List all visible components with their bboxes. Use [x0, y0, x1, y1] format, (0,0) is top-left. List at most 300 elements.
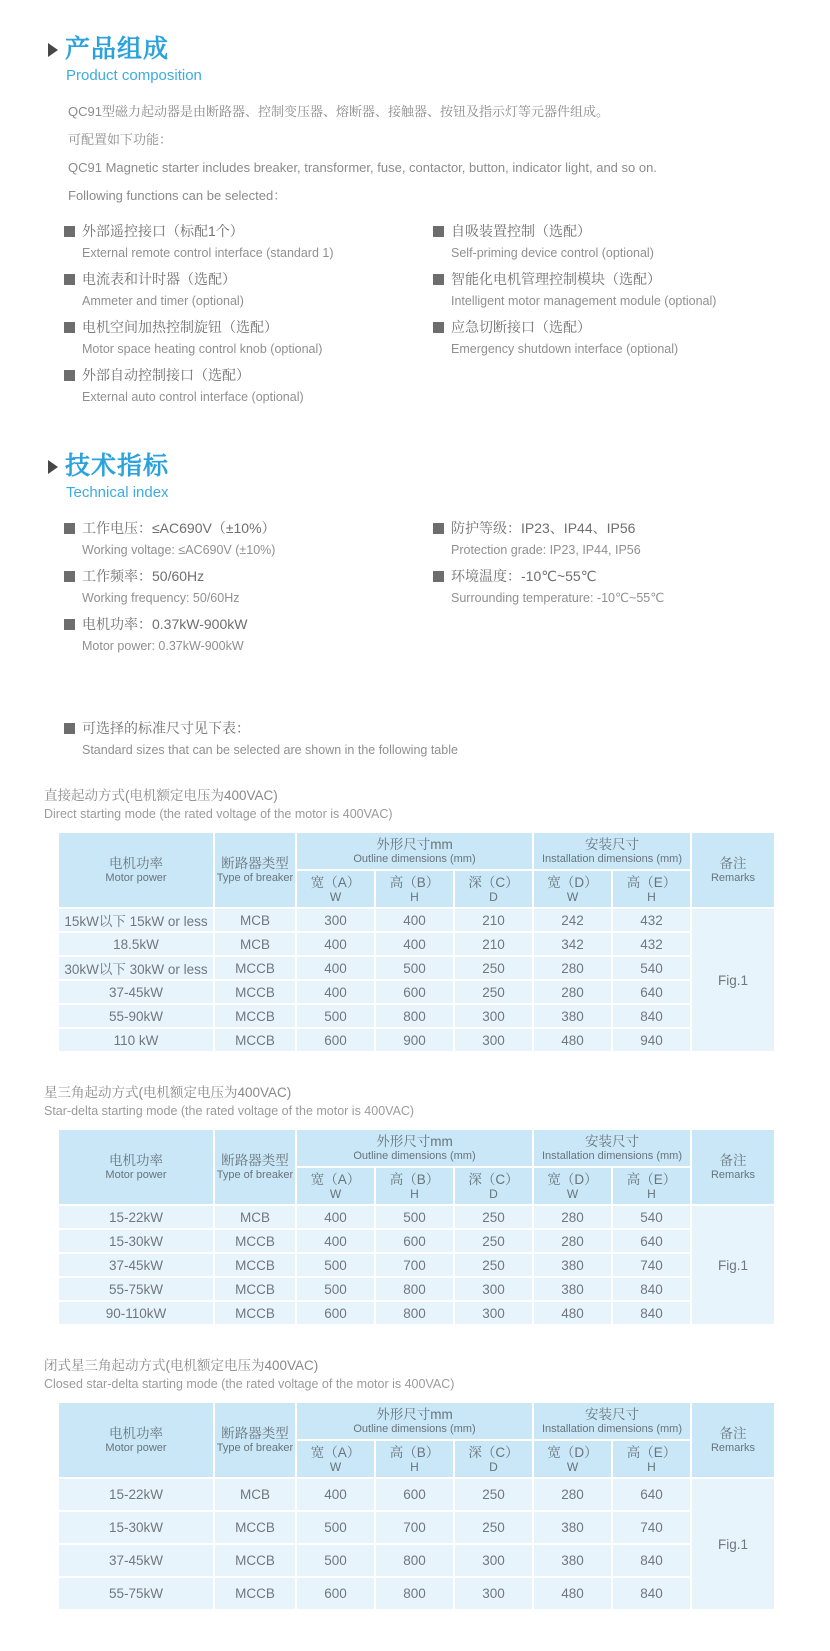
feature-columns	[64, 221, 802, 413]
table-cell: 480	[533, 1577, 612, 1610]
table-cell: 840	[612, 1577, 691, 1610]
feature-item-label-en: External auto control interface (optional)	[82, 390, 304, 404]
table-row	[58, 1028, 775, 1052]
feature-item-label-zh: 外部自动控制接口（选配）	[82, 367, 250, 383]
header-cell	[454, 870, 533, 908]
table-cell: 280	[533, 1478, 612, 1511]
feature-item-label-zh: 智能化电机管理控制模块（选配）	[451, 271, 661, 287]
header-cell	[454, 1167, 533, 1205]
header-label-en: Motor power	[105, 1169, 167, 1181]
table-cell: 640	[612, 1478, 691, 1511]
table-cell: 600	[296, 1577, 375, 1610]
table-cell: 500	[296, 1004, 375, 1028]
table-cell: 600	[296, 1028, 375, 1052]
header-cell	[533, 1167, 612, 1205]
header-label-zh: 宽（D）	[547, 1445, 598, 1460]
feature-item-label-zh: 外部遥控接口（标配1个）	[82, 223, 244, 239]
table-cell: 480	[533, 1028, 612, 1052]
table-cell: 37-45kW	[58, 980, 214, 1004]
header-label-en: Installation dimensions (mm)	[542, 1423, 682, 1435]
table-cell: 300	[296, 908, 375, 932]
header-label-en: Motor power	[105, 872, 167, 884]
header-label-en: W	[566, 1460, 579, 1474]
table-cell: 500	[296, 1511, 375, 1544]
header-cell	[214, 1129, 296, 1205]
table-cell: MCCB	[214, 956, 296, 980]
table-cell: 700	[375, 1253, 454, 1277]
square-bullet-icon	[64, 226, 75, 237]
feature-item-label-zh: 应急切断接口（选配）	[451, 319, 591, 335]
header-label-zh: 宽（D）	[547, 875, 598, 890]
table-cell: 37-45kW	[58, 1544, 214, 1577]
table-cell: 600	[296, 1301, 375, 1325]
header-cell	[58, 832, 214, 908]
table-cell: 300	[454, 1301, 533, 1325]
table-cell: MCCB	[214, 1544, 296, 1577]
table-row	[58, 1253, 775, 1277]
spec-item-label-zh: 工作电压：≤AC690V（±10%）	[82, 520, 276, 536]
table-cell: 600	[375, 980, 454, 1004]
header-label-en: Installation dimensions (mm)	[542, 1150, 682, 1162]
header-cell	[533, 1402, 691, 1440]
table-cell: 380	[533, 1277, 612, 1301]
feature-item-label-row	[64, 221, 433, 241]
table-row	[58, 1511, 775, 1544]
table-cell: 250	[454, 1478, 533, 1511]
spec-item-label-row	[64, 518, 433, 538]
table-row	[58, 980, 775, 1004]
table-row	[58, 932, 775, 956]
header-cell	[691, 832, 775, 908]
product-composition-section	[44, 34, 802, 413]
header-cell	[296, 1440, 375, 1478]
table-cell: 250	[454, 956, 533, 980]
header-cell	[214, 1402, 296, 1478]
header-cell	[691, 1402, 775, 1478]
header-cell	[296, 1129, 533, 1167]
feature-item	[433, 221, 802, 263]
header-cell	[296, 870, 375, 908]
table-cell: 700	[375, 1511, 454, 1544]
table-cell: MCCB	[214, 1028, 296, 1052]
table-cell: 540	[612, 956, 691, 980]
feature-item-label-en: Motor space heating control knob (optional)	[82, 342, 323, 356]
header-cell	[533, 870, 612, 908]
header-label-zh: 深（C）	[468, 1172, 519, 1187]
feature-item-label-en: Ammeter and timer (optional)	[82, 294, 244, 308]
header-label-zh: 电机功率	[109, 856, 163, 871]
table-cell: 600	[375, 1478, 454, 1511]
table-caption-zh: 闭式星三角起动方式(电机额定电压为400VAC)	[44, 1358, 319, 1373]
table-cell: 500	[296, 1253, 375, 1277]
table-cell: 380	[533, 1253, 612, 1277]
header-label-en: Remarks	[710, 1169, 755, 1181]
header-cell	[296, 1402, 533, 1440]
feature-item-label-row	[64, 269, 433, 289]
header-label-zh: 高（E）	[626, 1172, 677, 1187]
header-cell	[533, 832, 691, 870]
intro-paragraph-en: QC91 Magnetic starter includes breaker, transformer, fuse, contactor, button, indicator light, and so on.	[68, 160, 657, 175]
table-cell: MCCB	[214, 1577, 296, 1610]
triangle-bullet-icon	[48, 460, 58, 474]
table-caption-zh: 星三角起动方式(电机额定电压为400VAC)	[44, 1085, 292, 1100]
header-cell	[612, 1167, 691, 1205]
header-cell	[58, 1129, 214, 1205]
section-title-zh: 产品组成	[65, 35, 170, 63]
table-cell: 800	[375, 1277, 454, 1301]
table-row	[58, 1004, 775, 1028]
table-cell: MCCB	[214, 1229, 296, 1253]
intro-paragraph-zh: QC91型磁力起动器是由断路器、控制变压器、熔断器、接触器、按钮及指示灯等元器件组成。	[68, 104, 609, 119]
header-label-zh: 深（C）	[468, 875, 519, 890]
header-cell	[296, 832, 533, 870]
functions-note-en: Following functions can be selected：	[68, 188, 287, 203]
table-cell: MCCB	[214, 1277, 296, 1301]
table-caption-en: Direct starting mode (the rated voltage of the motor is 400VAC)	[44, 807, 393, 821]
table-row	[58, 1577, 775, 1610]
header-label-en: H	[647, 1187, 656, 1201]
header-cell	[375, 1440, 454, 1478]
table-row	[58, 1229, 775, 1253]
table-cell: 342	[533, 932, 612, 956]
header-label-zh: 外形尺寸mm	[376, 837, 453, 852]
table-cell: 280	[533, 1205, 612, 1229]
header-cell	[296, 1167, 375, 1205]
square-bullet-icon	[64, 370, 75, 381]
spec-item	[64, 614, 433, 656]
table-cell: 840	[612, 1277, 691, 1301]
header-cell	[533, 1129, 691, 1167]
table-cell: 800	[375, 1577, 454, 1610]
spec-item	[64, 518, 433, 560]
header-label-zh: 断路器类型	[221, 1153, 289, 1168]
table-cell: 210	[454, 932, 533, 956]
header-label-zh: 宽（D）	[547, 1172, 598, 1187]
table-cell: 600	[375, 1229, 454, 1253]
header-label-zh: 安装尺寸	[585, 837, 639, 852]
header-label-zh: 安装尺寸	[585, 1134, 639, 1149]
table-row	[58, 1478, 775, 1511]
closed-star-delta-table	[57, 1401, 776, 1611]
table-caption-en: Star-delta starting mode (the rated voltage of the motor is 400VAC)	[44, 1104, 415, 1118]
table-cell: 400	[296, 980, 375, 1004]
standard-sizes-note	[64, 718, 802, 760]
table-cell: 15-30kW	[58, 1229, 214, 1253]
table-cell: 400	[296, 956, 375, 980]
header-label-zh: 安装尺寸	[585, 1407, 639, 1422]
section-title-zh: 技术指标	[65, 452, 170, 480]
header-label-zh: 外形尺寸mm	[376, 1134, 453, 1149]
table-cell: 300	[454, 1277, 533, 1301]
table-cell: 55-75kW	[58, 1577, 214, 1610]
header-label-en: Type of breaker	[216, 1169, 294, 1181]
header-label-en: W	[566, 1187, 579, 1201]
header-cell	[375, 1167, 454, 1205]
header-label-zh: 断路器类型	[221, 856, 289, 871]
spec-item-label-zh: 环境温度：-10℃~55℃	[451, 568, 597, 584]
table-cell: 400	[375, 908, 454, 932]
table-caption-zh: 直接起动方式(电机额定电压为400VAC)	[44, 788, 278, 803]
triangle-bullet-icon	[48, 43, 58, 57]
header-label-en: D	[489, 1187, 498, 1201]
feature-item-label-row	[64, 365, 433, 385]
table-cell: 300	[454, 1028, 533, 1052]
header-label-zh: 宽（A）	[310, 1172, 361, 1187]
table-cell: MCB	[214, 1205, 296, 1229]
spec-item-label-en: Working voltage: ≤AC690V (±10%)	[82, 543, 276, 557]
header-label-en: D	[489, 890, 498, 904]
table-cell: 250	[454, 1205, 533, 1229]
table-cell: 250	[454, 980, 533, 1004]
table-cell: 250	[454, 1253, 533, 1277]
table-cell: MCB	[214, 1478, 296, 1511]
table-cell: 210	[454, 908, 533, 932]
feature-item-label-en: Self-priming device control (optional)	[451, 246, 654, 260]
square-bullet-icon	[433, 274, 444, 285]
table-cell: 280	[533, 1229, 612, 1253]
spec-item-label-en: Motor power: 0.37kW-900kW	[82, 639, 244, 653]
feature-item-label-zh: 电机空间加热控制旋钮（选配）	[82, 319, 278, 335]
remarks-cell: Fig.1	[691, 908, 775, 1052]
header-label-zh: 外形尺寸mm	[376, 1407, 453, 1422]
header-label-en: H	[410, 1460, 419, 1474]
header-label-zh: 高（E）	[626, 875, 677, 890]
table-cell: 840	[612, 1301, 691, 1325]
spec-column-right	[433, 518, 802, 662]
technical-index-section	[44, 451, 802, 662]
size-tables	[44, 786, 802, 1611]
header-label-zh: 备注	[719, 1153, 747, 1168]
table-cell: 800	[375, 1004, 454, 1028]
header-cell	[691, 1129, 775, 1205]
table-row	[58, 908, 775, 932]
table-cell: 540	[612, 1205, 691, 1229]
header-label-en: W	[329, 890, 342, 904]
spec-item-label-zh: 工作频率：50/60Hz	[82, 568, 205, 584]
table-cell: 432	[612, 908, 691, 932]
header-label-en: H	[410, 890, 419, 904]
table-cell: 400	[296, 1205, 375, 1229]
spec-item	[433, 518, 802, 560]
feature-item-label-en: Intelligent motor management module (optional)	[451, 294, 717, 308]
header-label-en: H	[647, 890, 656, 904]
table-cell: 242	[533, 908, 612, 932]
table-cell: 940	[612, 1028, 691, 1052]
table-caption	[44, 1083, 802, 1120]
table-row	[58, 1301, 775, 1325]
table-cell: 800	[375, 1301, 454, 1325]
table-cell: 640	[612, 980, 691, 1004]
table-row	[58, 956, 775, 980]
table-cell: 15-22kW	[58, 1205, 214, 1229]
spec-item-label-row	[433, 518, 802, 538]
table-caption	[44, 786, 802, 823]
header-label-en: W	[566, 890, 579, 904]
header-cell	[533, 1440, 612, 1478]
header-label-zh: 高（B）	[389, 875, 440, 890]
table-cell: 380	[533, 1544, 612, 1577]
remarks-cell: Fig.1	[691, 1205, 775, 1325]
header-label-zh: 高（B）	[389, 1172, 440, 1187]
table-cell: 740	[612, 1253, 691, 1277]
table-cell: 400	[296, 1229, 375, 1253]
table-cell: 400	[375, 932, 454, 956]
square-bullet-icon	[433, 571, 444, 582]
spec-columns	[64, 518, 802, 662]
feature-item-label-row	[433, 221, 802, 241]
spec-column-left	[64, 518, 433, 662]
spec-item-label-en: Surrounding temperature: -10℃~55℃	[451, 591, 665, 605]
header-label-zh: 深（C）	[468, 1445, 519, 1460]
spec-item-label-en: Working frequency: 50/60Hz	[82, 591, 240, 605]
square-bullet-icon	[433, 523, 444, 534]
header-label-en: Type of breaker	[216, 872, 294, 884]
feature-item-label-zh: 自吸装置控制（选配）	[451, 223, 591, 239]
table-caption	[44, 1356, 802, 1393]
table-cell: 280	[533, 956, 612, 980]
table-cell: 432	[612, 932, 691, 956]
feature-item-label-row	[433, 317, 802, 337]
table-cell: 500	[375, 1205, 454, 1229]
table-cell: 380	[533, 1511, 612, 1544]
header-label-zh: 宽（A）	[310, 875, 361, 890]
table-cell: 300	[454, 1544, 533, 1577]
feature-item	[64, 221, 433, 263]
table-cell: 840	[612, 1004, 691, 1028]
table-cell: 500	[296, 1277, 375, 1301]
header-label-zh: 断路器类型	[221, 1426, 289, 1441]
spec-item-label-en: Protection grade: IP23, IP44, IP56	[451, 543, 641, 557]
table-cell: 55-90kW	[58, 1004, 214, 1028]
table-cell: 900	[375, 1028, 454, 1052]
table-cell: 500	[296, 1544, 375, 1577]
table-row	[58, 1544, 775, 1577]
square-bullet-icon	[64, 523, 75, 534]
header-label-en: Motor power	[105, 1442, 167, 1454]
square-bullet-icon	[64, 274, 75, 285]
table-cell: 300	[454, 1577, 533, 1610]
header-label-en: W	[329, 1460, 342, 1474]
spec-item-label-zh: 防护等级：IP23、IP44、IP56	[451, 520, 636, 536]
header-label-en: Outline dimensions (mm)	[353, 1423, 476, 1435]
header-label-en: W	[329, 1187, 342, 1201]
header-label-zh: 高（E）	[626, 1445, 677, 1460]
table-cell: 480	[533, 1301, 612, 1325]
square-bullet-icon	[433, 226, 444, 237]
square-bullet-icon	[64, 571, 75, 582]
feature-item	[64, 317, 433, 359]
table-cell: 250	[454, 1511, 533, 1544]
table-cell: 740	[612, 1511, 691, 1544]
feature-item-label-en: Emergency shutdown interface (optional)	[451, 342, 679, 356]
header-label-en: H	[410, 1187, 419, 1201]
table-cell: MCCB	[214, 980, 296, 1004]
spec-item-label-row	[433, 566, 802, 586]
table-cell: 640	[612, 1229, 691, 1253]
feature-item-label-en: External remote control interface (standard 1)	[82, 246, 334, 260]
table-row	[58, 1277, 775, 1301]
table-cell: 37-45kW	[58, 1253, 214, 1277]
table-cell: 380	[533, 1004, 612, 1028]
table-row	[58, 1205, 775, 1229]
table-cell: 18.5kW	[58, 932, 214, 956]
table-cell: MCCB	[214, 1511, 296, 1544]
section-heading	[48, 451, 802, 481]
table-cell: 840	[612, 1544, 691, 1577]
feature-item	[64, 269, 433, 311]
spec-item-label-row	[64, 614, 433, 634]
table-cell: MCCB	[214, 1301, 296, 1325]
note-en: Standard sizes that can be selected are shown in the following table	[82, 743, 458, 757]
table-cell: MCB	[214, 908, 296, 932]
table-cell: 110 kW	[58, 1028, 214, 1052]
feature-item-label-row	[433, 269, 802, 289]
header-label-en: Type of breaker	[216, 1442, 294, 1454]
header-label-en: Installation dimensions (mm)	[542, 853, 682, 865]
feature-item-label-zh: 电流表和计时器（选配）	[82, 271, 236, 287]
table-cell: 250	[454, 1229, 533, 1253]
table-cell: 55-75kW	[58, 1277, 214, 1301]
header-label-zh: 宽（A）	[310, 1445, 361, 1460]
square-bullet-icon	[64, 322, 75, 333]
table-cell: 15-30kW	[58, 1511, 214, 1544]
functions-note-zh: 可配置如下功能：	[68, 132, 173, 147]
table-cell: MCB	[214, 932, 296, 956]
header-cell	[375, 870, 454, 908]
square-bullet-icon	[64, 723, 75, 734]
table-cell: 90-110kW	[58, 1301, 214, 1325]
feature-column-right	[433, 221, 802, 413]
feature-item	[433, 317, 802, 359]
header-label-zh: 高（B）	[389, 1445, 440, 1460]
table-cell: MCCB	[214, 1004, 296, 1028]
section-title-en: Product composition	[66, 67, 202, 84]
feature-item	[433, 269, 802, 311]
feature-item-label-row	[64, 317, 433, 337]
section-title-en: Technical index	[66, 484, 169, 501]
spec-item	[433, 566, 802, 608]
table-cell: 400	[296, 932, 375, 956]
square-bullet-icon	[433, 322, 444, 333]
table-cell: 15kW以下 15kW or less	[58, 908, 214, 932]
header-label-zh: 电机功率	[109, 1426, 163, 1441]
header-label-en: Outline dimensions (mm)	[353, 853, 476, 865]
remarks-cell: Fig.1	[691, 1478, 775, 1610]
header-cell	[58, 1402, 214, 1478]
table-cell: 300	[454, 1004, 533, 1028]
header-label-en: H	[647, 1460, 656, 1474]
star-delta-table	[57, 1128, 776, 1326]
table-cell: 280	[533, 980, 612, 1004]
table-cell: 800	[375, 1544, 454, 1577]
header-label-en: Outline dimensions (mm)	[353, 1150, 476, 1162]
feature-column-left	[64, 221, 433, 413]
header-cell	[612, 1440, 691, 1478]
spec-item-label-row	[64, 566, 433, 586]
header-label-en: Remarks	[710, 1442, 755, 1454]
table-cell: MCCB	[214, 1253, 296, 1277]
feature-item	[64, 365, 433, 407]
spec-item-label-zh: 电机功率：0.37kW-900kW	[82, 616, 248, 632]
table-cell: 400	[296, 1478, 375, 1511]
header-label-zh: 备注	[719, 1426, 747, 1441]
table-cell: 500	[375, 956, 454, 980]
header-cell	[214, 832, 296, 908]
section-heading	[48, 34, 802, 64]
header-cell	[454, 1440, 533, 1478]
square-bullet-icon	[64, 619, 75, 630]
header-label-en: Remarks	[710, 872, 755, 884]
